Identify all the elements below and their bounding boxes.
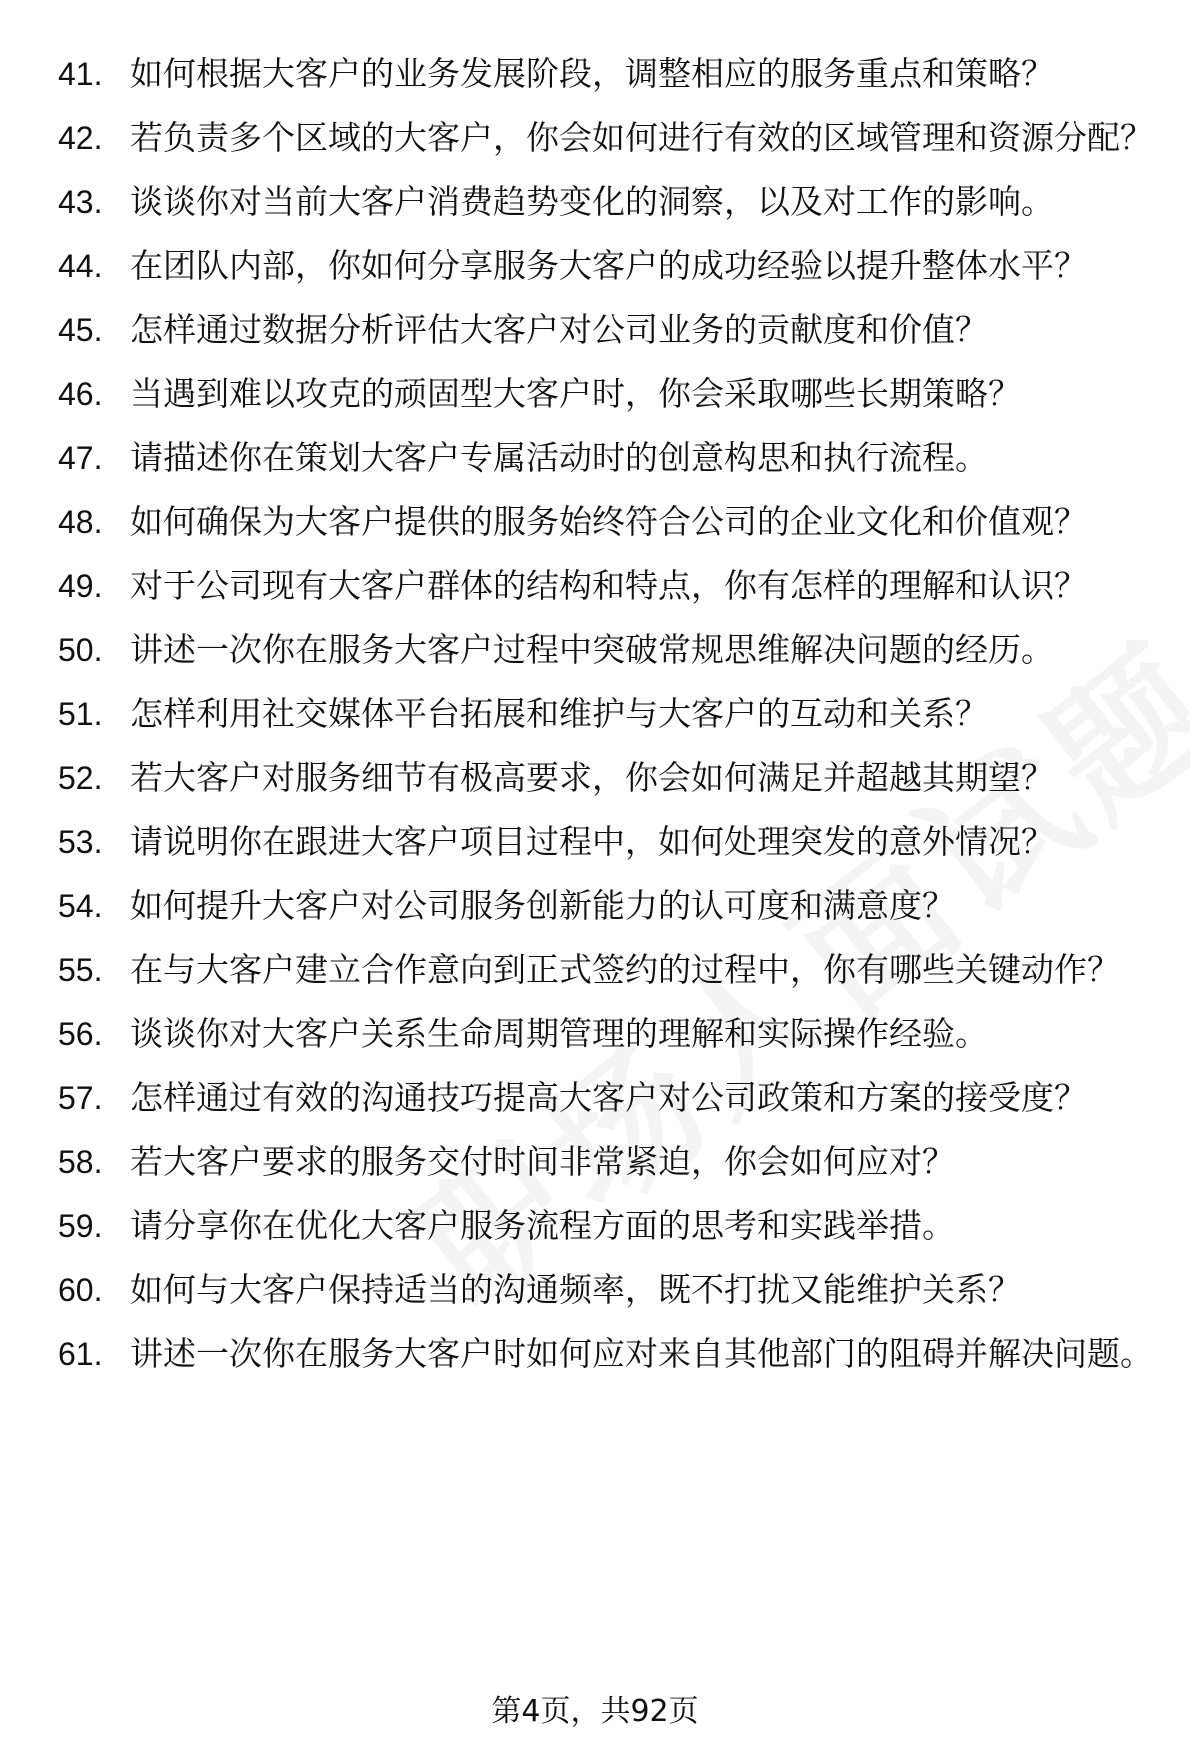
question-item — [58, 628, 1158, 672]
question-text: 讲述一次你在服务大客户时如何应对来自其他部门的阻碍并解决问题。 — [130, 1334, 1153, 1373]
question-item — [58, 1204, 1158, 1248]
question-text: 请描述你在策划大客户专属活动时的创意构思和执行流程。 — [130, 438, 988, 477]
question-item — [58, 500, 1158, 544]
question-item — [58, 692, 1158, 736]
question-text: 如何根据大客户的业务发展阶段，调整相应的服务重点和策略？ — [130, 54, 1054, 93]
question-text: 请说明你在跟进大客户项目过程中，如何处理突发的意外情况？ — [130, 822, 1054, 861]
question-item — [58, 180, 1158, 224]
question-item — [58, 308, 1158, 352]
question-text: 讲述一次你在服务大客户过程中突破常规思维解决问题的经历。 — [130, 630, 1054, 669]
question-number: 59. — [58, 1208, 103, 1244]
question-text: 谈谈你对大客户关系生命周期管理的理解和实际操作经验。 — [130, 1014, 988, 1053]
question-number: 55. — [58, 952, 103, 988]
question-number: 46. — [58, 376, 103, 412]
question-text: 谈谈你对当前大客户消费趋势变化的洞察，以及对工作的影响。 — [130, 182, 1054, 221]
question-item — [58, 1140, 1158, 1184]
question-item — [58, 756, 1158, 800]
question-number: 56. — [58, 1016, 103, 1052]
question-list — [58, 52, 1158, 1396]
question-item — [58, 52, 1158, 96]
question-text: 怎样通过数据分析评估大客户对公司业务的贡献度和价值？ — [130, 310, 988, 349]
question-item — [58, 372, 1158, 416]
question-number: 58. — [58, 1144, 103, 1180]
question-number: 44. — [58, 248, 103, 284]
question-text: 怎样利用社交媒体平台拓展和维护与大客户的互动和关系？ — [130, 694, 988, 733]
question-text: 对于公司现有大客户群体的结构和特点，你有怎样的理解和认识？ — [130, 566, 1087, 605]
question-number: 61. — [58, 1336, 103, 1372]
question-number: 42. — [58, 120, 103, 156]
question-number: 52. — [58, 760, 103, 796]
question-item — [58, 436, 1158, 480]
question-number: 51. — [58, 696, 103, 732]
question-item — [58, 1076, 1158, 1120]
question-number: 50. — [58, 632, 103, 668]
question-number: 47. — [58, 440, 103, 476]
question-item — [58, 1268, 1158, 1312]
question-item — [58, 564, 1158, 608]
question-number: 45. — [58, 312, 103, 348]
question-number: 41. — [58, 56, 103, 92]
question-item — [58, 1332, 1158, 1376]
question-number: 54. — [58, 888, 103, 924]
page-footer: 第4页，共92页 — [491, 1694, 699, 1729]
question-text: 若大客户要求的服务交付时间非常紧迫，你会如何应对？ — [130, 1142, 955, 1181]
question-text: 请分享你在优化大客户服务流程方面的思考和实践举措。 — [130, 1206, 955, 1245]
question-item — [58, 1012, 1158, 1056]
question-item — [58, 116, 1158, 160]
question-text: 若大客户对服务细节有极高要求，你会如何满足并超越其期望？ — [130, 758, 1054, 797]
question-item — [58, 884, 1158, 928]
question-number: 60. — [58, 1272, 103, 1308]
question-text: 当遇到难以攻克的顽固型大客户时，你会采取哪些长期策略？ — [130, 374, 1021, 413]
question-text: 若负责多个区域的大客户，你会如何进行有效的区域管理和资源分配？ — [130, 118, 1153, 157]
question-number: 48. — [58, 504, 103, 540]
question-number: 43. — [58, 184, 103, 220]
question-text: 如何与大客户保持适当的沟通频率，既不打扰又能维护关系？ — [130, 1270, 1021, 1309]
question-number: 57. — [58, 1080, 103, 1116]
question-text: 在与大客户建立合作意向到正式签约的过程中，你有哪些关键动作？ — [130, 950, 1120, 989]
question-item — [58, 820, 1158, 864]
question-text: 如何提升大客户对公司服务创新能力的认可度和满意度？ — [130, 886, 955, 925]
question-text: 怎样通过有效的沟通技巧提高大客户对公司政策和方案的接受度？ — [130, 1078, 1087, 1117]
question-number: 53. — [58, 824, 103, 860]
question-text: 在团队内部，你如何分享服务大客户的成功经验以提升整体水平？ — [130, 246, 1087, 285]
question-item — [58, 244, 1158, 288]
question-item — [58, 948, 1158, 992]
question-number: 49. — [58, 568, 103, 604]
question-text: 如何确保为大客户提供的服务始终符合公司的企业文化和价值观？ — [130, 502, 1087, 541]
